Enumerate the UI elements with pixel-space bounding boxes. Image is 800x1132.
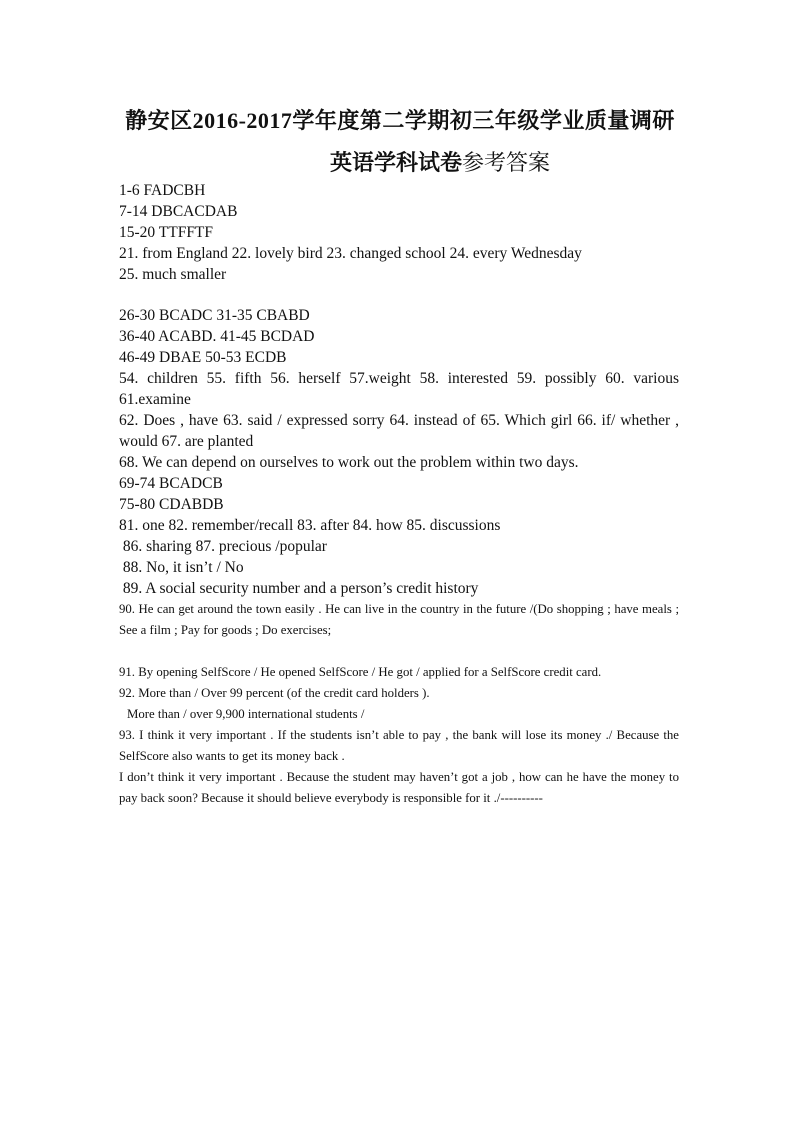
spacer: [119, 285, 679, 305]
answer-line: 1-6 FADCBH: [119, 182, 206, 199]
written-answers: [119, 599, 679, 809]
answer-line: 88. No, it isn’t / No: [119, 559, 244, 576]
answer-line: 7-14 DBCACDAB: [119, 203, 238, 220]
answer-line: 92. More than / Over 99 percent (of the credit card holders ).: [119, 686, 430, 700]
answer-line: 36-40 ACABD. 41-45 BCDAD: [119, 328, 315, 345]
answer-line: 68. We can depend on ourselves to work out the problem within two days.: [119, 454, 579, 471]
answer-line: 90. He can get around the town easily . He can live in the country in the future /(Do shopping ; have meals ; See a film ; Pay for goods ; Do exercises;: [119, 602, 679, 637]
answer-line: 54. children 55. fifth 56. herself 57.weight 58. interested 59. possibly 60. various 61.examine: [119, 370, 679, 408]
subtitle-bold: 英语学科试卷: [330, 150, 463, 175]
document-title: 静安区2016-2017学年度第二学期初三年级学业质量调研: [125, 108, 675, 133]
answer-line: 81. one 82. remember/recall 83. after 84. how 85. discussions: [119, 517, 501, 534]
answer-line: 89. A social security number and a person’s credit history: [119, 580, 479, 597]
answer-line: 26-30 BCADC 31-35 CBABD: [119, 307, 310, 324]
answer-line: 69-74 BCADCB: [119, 475, 223, 492]
answer-line: 91. By opening SelfScore / He opened SelfScore / He got / applied for a SelfScore credit card.: [119, 665, 602, 679]
answer-line: 86. sharing 87. precious /popular: [119, 538, 327, 555]
answer-line: 46-49 DBAE 50-53 ECDB: [119, 349, 287, 366]
subtitle-normal: 参考答案: [462, 150, 551, 175]
answer-line: I don’t think it very important . Because the student may haven’t got a job , how can he have the money to pay back soon? Because it should believe everybody is responsible for it ./----------: [119, 770, 679, 805]
answer-line: 93. I think it very important . If the students isn’t able to pay , the bank will lose its money ./ Because the SelfScore also wants to get its money back .: [119, 728, 679, 763]
answer-line: 75-80 CDABDB: [119, 496, 224, 513]
answer-line: 25. much smaller: [119, 266, 227, 283]
answer-line: 15-20 TTFFTF: [119, 224, 214, 241]
answer-key: [119, 180, 679, 809]
answer-line: 21. from England 22. lovely bird 23. changed school 24. every Wednesday: [119, 245, 582, 262]
spacer: [119, 641, 679, 662]
answer-line: More than / over 9,900 international students /: [127, 707, 365, 721]
document-subtitle: [330, 146, 550, 177]
answer-line: 62. Does , have 63. said / expressed sorry 64. instead of 65. Which girl 66. if/ whether , would 67. are planted: [119, 412, 679, 450]
